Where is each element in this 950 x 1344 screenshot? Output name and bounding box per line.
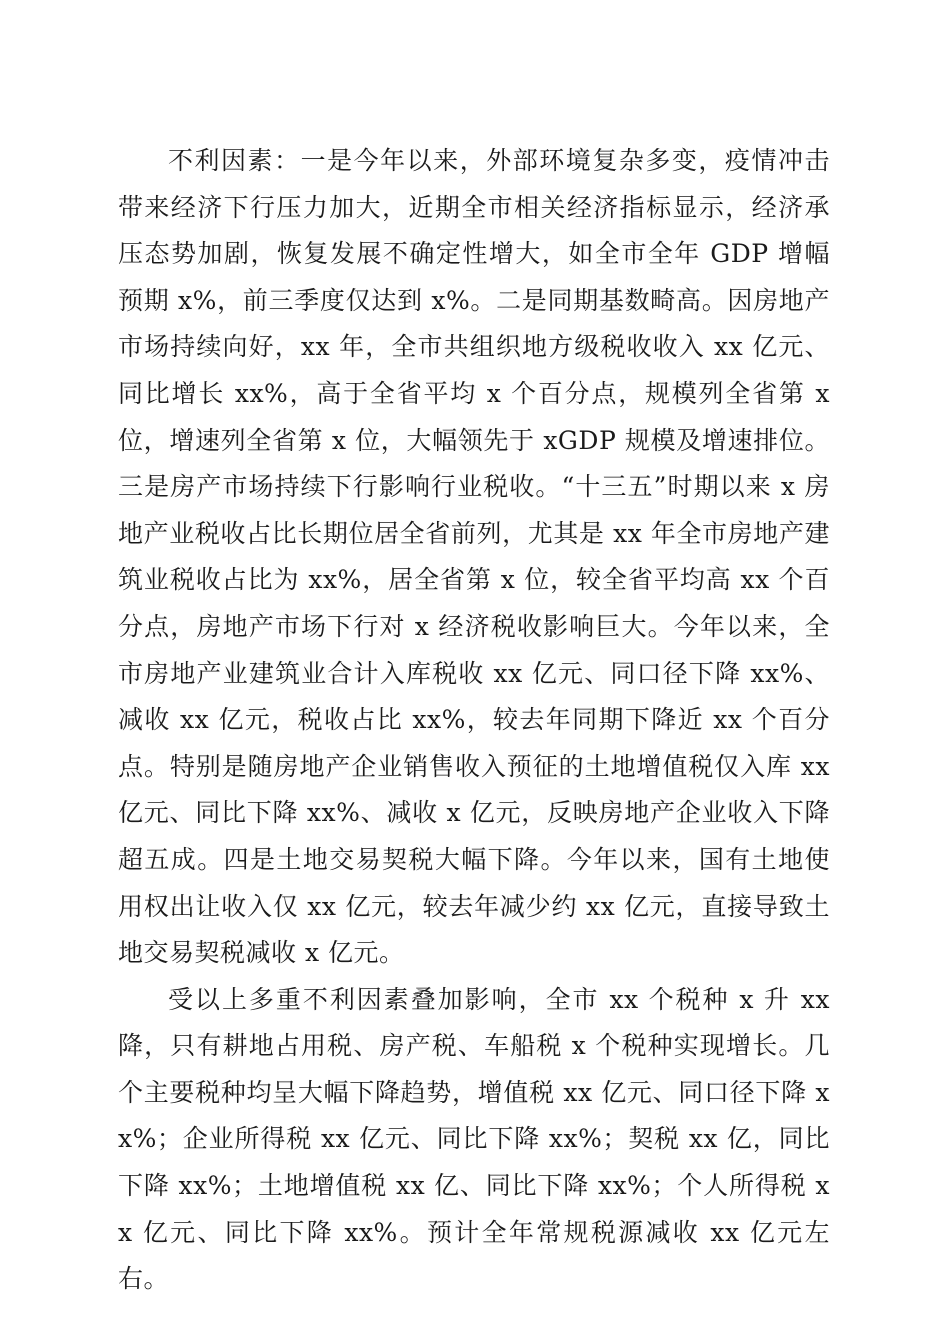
document-body: [118, 138, 830, 1303]
paragraph-tax-impact-summary: 受以上多重不利因素叠加影响，全市 xx 个税种 x 升 xx 降，只有耕地占用税、房产税、车船税 x 个税种实现增长。几个主要税种均呈大幅下降趋势，增值税 xx 亿元、同口径下降 xx%；企业所得税 xx 亿元、同比下降 xx%；契税 xx 亿，同比下降 xx%；土地增值税 xx 亿、同比下降 xx%；个人所得税 xx 亿元、同比下降 xx%。预计全年常规税源减收 xx 亿元左右。: [118, 984, 830, 1294]
paragraph-unfavorable-factors: 不利因素：一是今年以来，外部环境复杂多变，疫情冲击带来经济下行压力加大，近期全市相关经济指标显示，经济承压态势加剧，恢复发展不确定性增大，如全市全年 GDP 增幅预期 x%，前三季度仅达到 x%。二是同期基数畸高。因房地产市场持续向好，xx 年，全市共组织地方级税收收入 xx 亿元、同比增长 xx%，高于全省平均 x 个百分点，规模列全省第 x 位，增速列全省第 x 位，大幅领先于 xGDP 规模及增速排位。三是房产市场持续下行影响行业税收。“十三五”时期以来 x 房地产业税收占比长期位居全省前列，尤其是 xx 年全市房地产建筑业税收占比为 xx%，居全省第 x 位，较全省平均高 xx 个百分点，房地产市场下行对 x 经济税收影响巨大。今年以来，全市房地产业建筑业合计入库税收 xx 亿元、同口径下降 xx%、减收 xx 亿元，税收占比 xx%，较去年同期下降近 xx 个百分点。特别是随房地产企业销售收入预征的土地增值税仅入库 xx 亿元、同比下降 xx%、减收 x 亿元，反映房地产企业收入下降超五成。四是土地交易契税大幅下降。今年以来，国有土地使用权出让收入仅 xx 亿元，较去年减少约 xx 亿元，直接导致土地交易契税减收 x 亿元。: [118, 146, 830, 968]
